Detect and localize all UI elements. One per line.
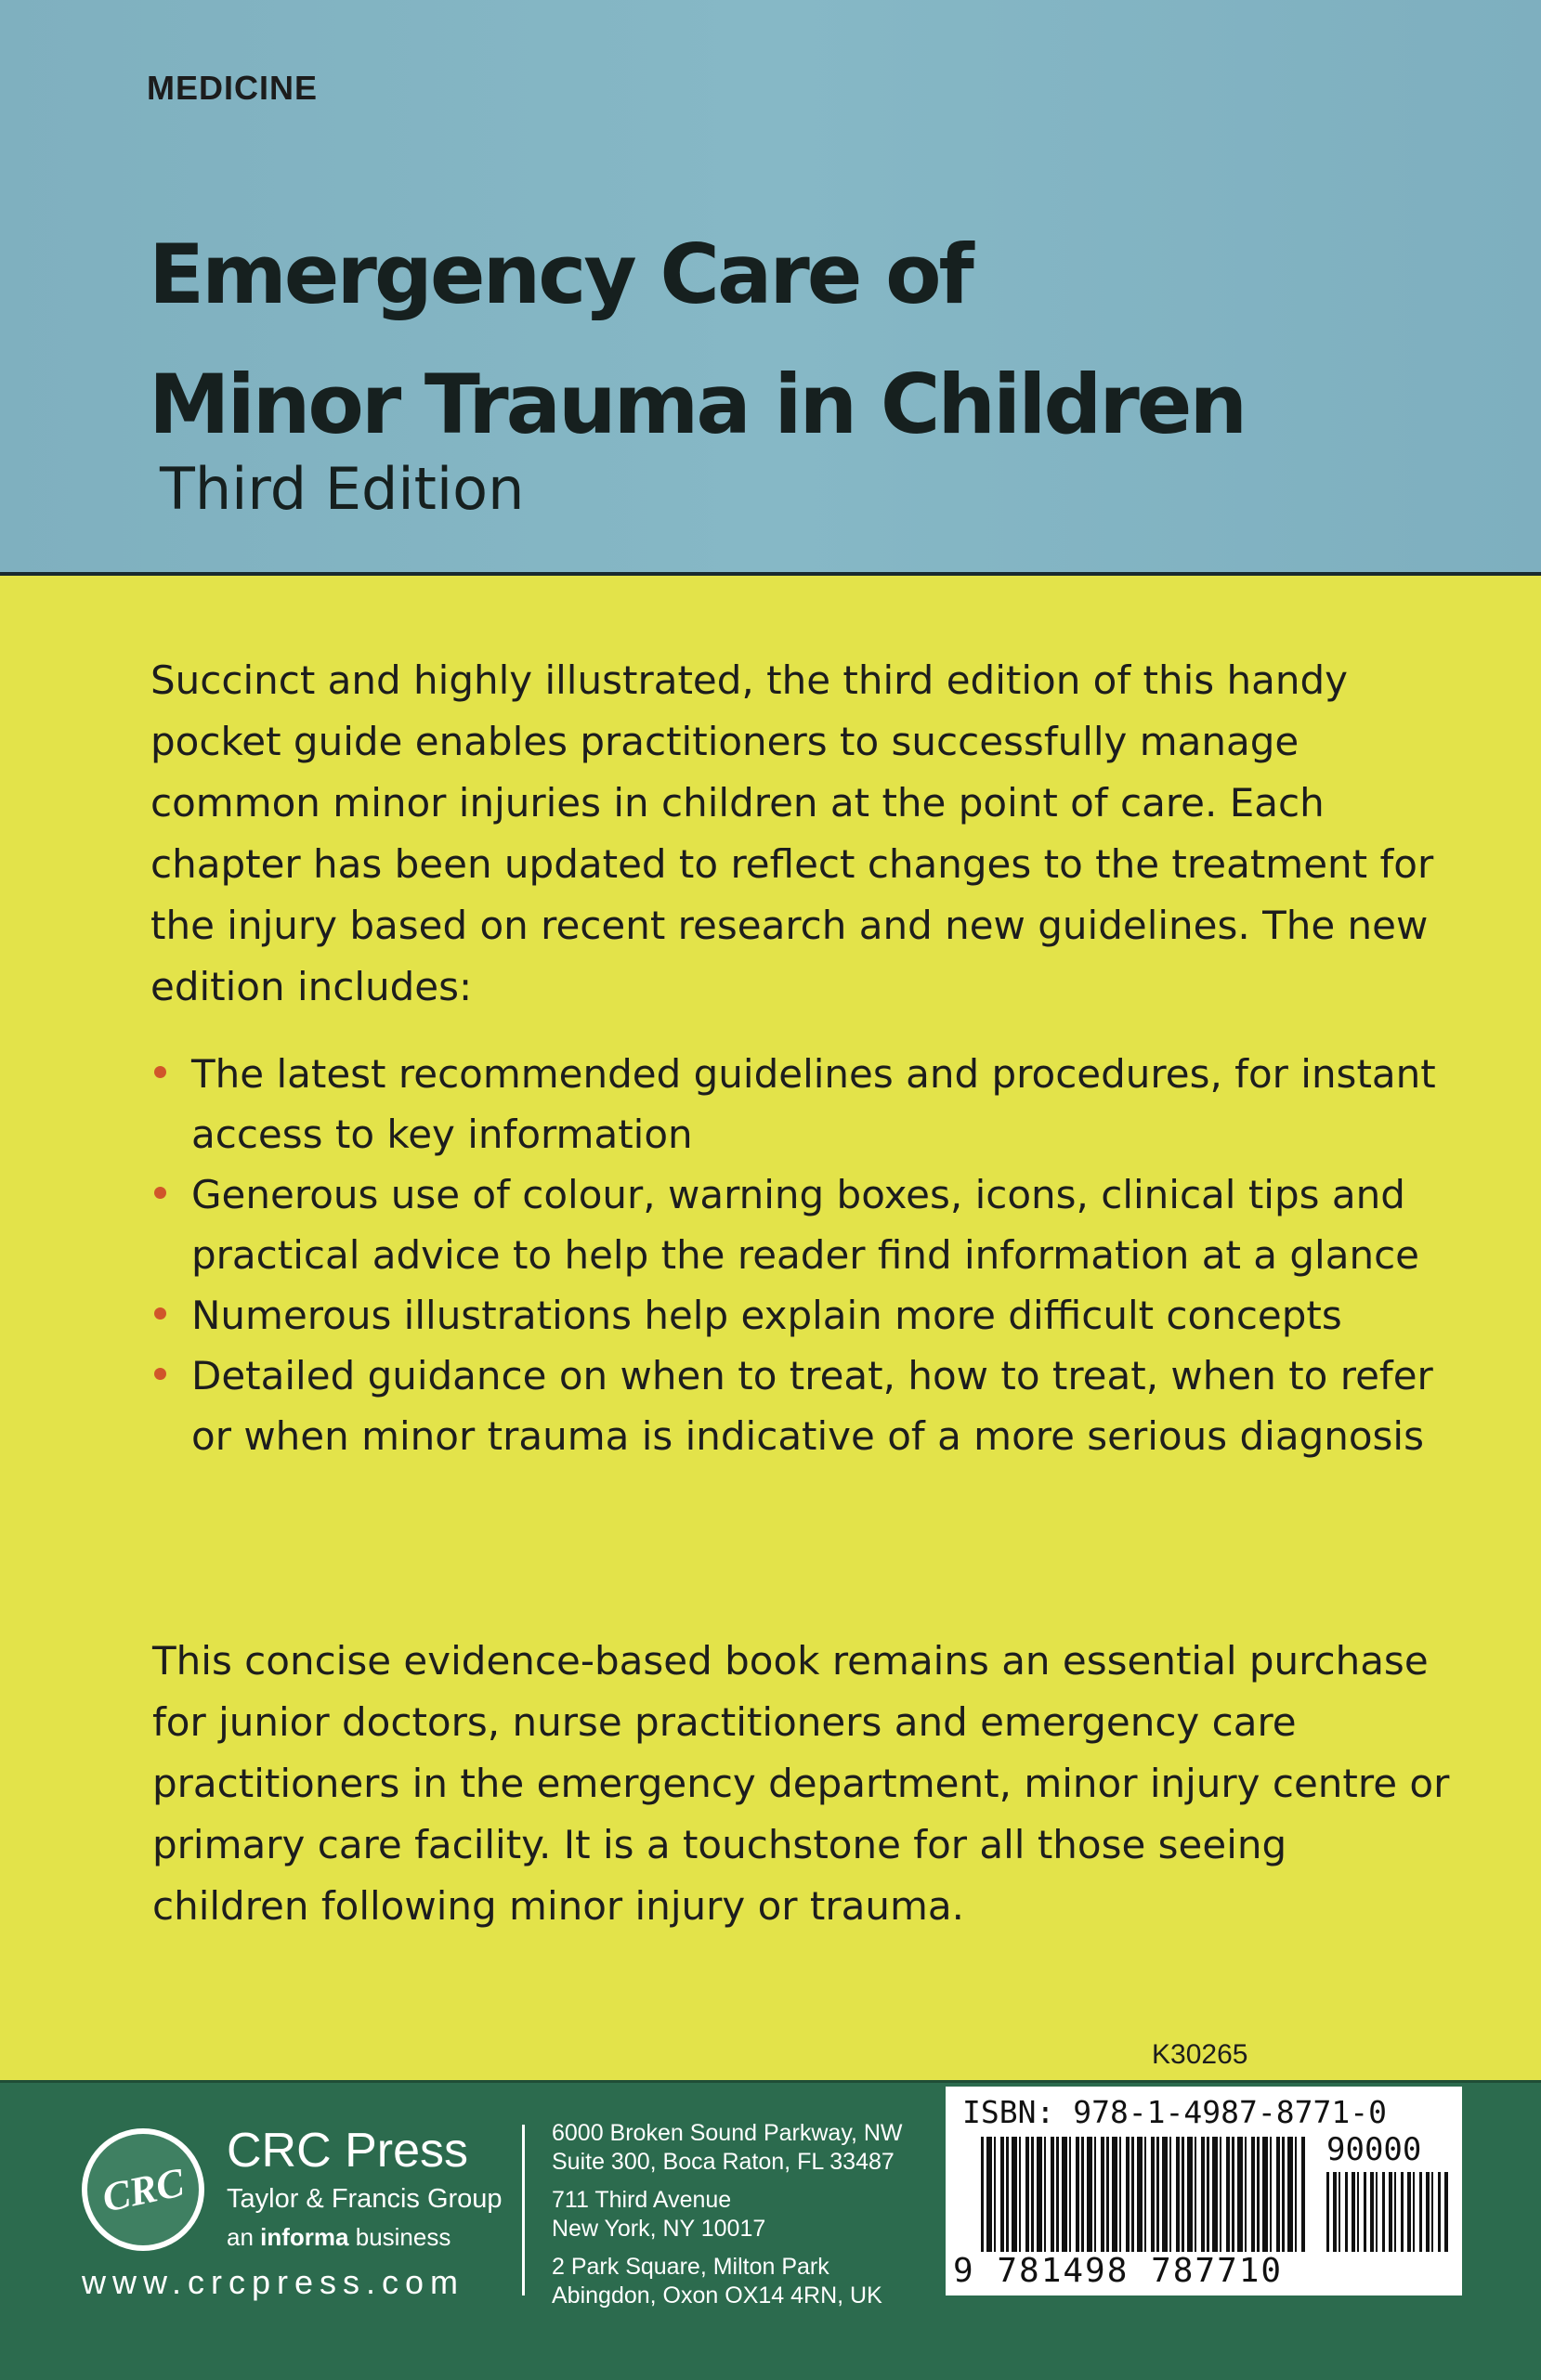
edition-label: Third Edition — [160, 455, 525, 523]
bullet-icon — [154, 1066, 166, 1078]
feature-text: Detailed guidance on when to treat, how to treat, when to refer or when minor trauma is indicative of a more serious diagnosis — [191, 1353, 1433, 1459]
title-line-1: Emergency Care of — [149, 227, 972, 322]
bullet-icon — [154, 1368, 166, 1380]
barcode-bars — [981, 2137, 1306, 2252]
list-item — [150, 1044, 1451, 1164]
title-line-2: Minor Trauma in Children — [149, 357, 1246, 452]
addon-barcode-bars — [1326, 2172, 1449, 2252]
feature-list — [150, 1044, 1451, 1466]
crc-logo-icon — [82, 2128, 204, 2251]
feature-text: Numerous illustrations help explain more difficult concepts — [191, 1293, 1342, 1338]
bullet-icon — [154, 1187, 166, 1199]
tag-prefix: an — [227, 2223, 254, 2251]
list-item — [150, 1285, 1451, 1346]
book-title — [149, 210, 1245, 470]
address-line: Abingdon, Oxon OX14 4RN, UK — [552, 2282, 882, 2308]
address-line: 2 Park Square, Milton Park — [552, 2254, 829, 2280]
divider — [522, 2125, 525, 2295]
price-code: 90000 — [1326, 2131, 1422, 2168]
address-line: Suite 300, Boca Raton, FL 33487 — [552, 2149, 895, 2175]
bullet-icon — [154, 1307, 166, 1320]
closing-paragraph: This concise evidence-based book remains an essential purchase for junior doctors, nurse practitioners and emergency care practitioners in the emergency department, minor injury centre or primary care facility. It is a touchstone for all those seeing children following minor injury or trauma. — [152, 1638, 1450, 1929]
address-line: 711 Third Avenue — [552, 2187, 732, 2213]
publisher-addresses — [552, 2119, 942, 2310]
publisher-tagline — [227, 2223, 451, 2252]
tag-brand: informa — [260, 2223, 349, 2251]
description-paragraph: Succinct and highly illustrated, the third edition of this handy pocket guide enables practitioners to successfully manage common minor injuries in children at the point of care. Each chapter has been updated to reflect changes to the treatment for the injury based on recent research and new guidelines. The new edition includes: — [150, 657, 1434, 1009]
feature-text: The latest recommended guidelines and procedures, for instant access to key information — [191, 1051, 1436, 1157]
product-code: K30265 — [1152, 2039, 1248, 2070]
logo-text: CRC — [98, 2158, 189, 2221]
header-band — [0, 0, 1541, 576]
address-line: New York, NY 10017 — [552, 2216, 766, 2242]
barcode-number: 9 781498 787710 — [953, 2252, 1284, 2290]
category-label: MEDICINE — [147, 69, 319, 107]
barcode-panel — [946, 2087, 1462, 2295]
publisher-name: CRC Press — [227, 2124, 469, 2178]
feature-text: Generous use of colour, warning boxes, icons, clinical tips and practical advice to help the reader find information at a glance — [191, 1172, 1420, 1278]
isbn-label: ISBN: 978-1-4987-8771-0 — [962, 2094, 1387, 2130]
list-item — [150, 1346, 1451, 1466]
address-line: 6000 Broken Sound Parkway, NW — [552, 2120, 903, 2146]
tag-suffix: business — [355, 2223, 451, 2251]
list-item — [150, 1164, 1451, 1285]
publisher-group: Taylor & Francis Group — [227, 2184, 503, 2214]
publisher-website: www.crcpress.com — [82, 2263, 465, 2301]
